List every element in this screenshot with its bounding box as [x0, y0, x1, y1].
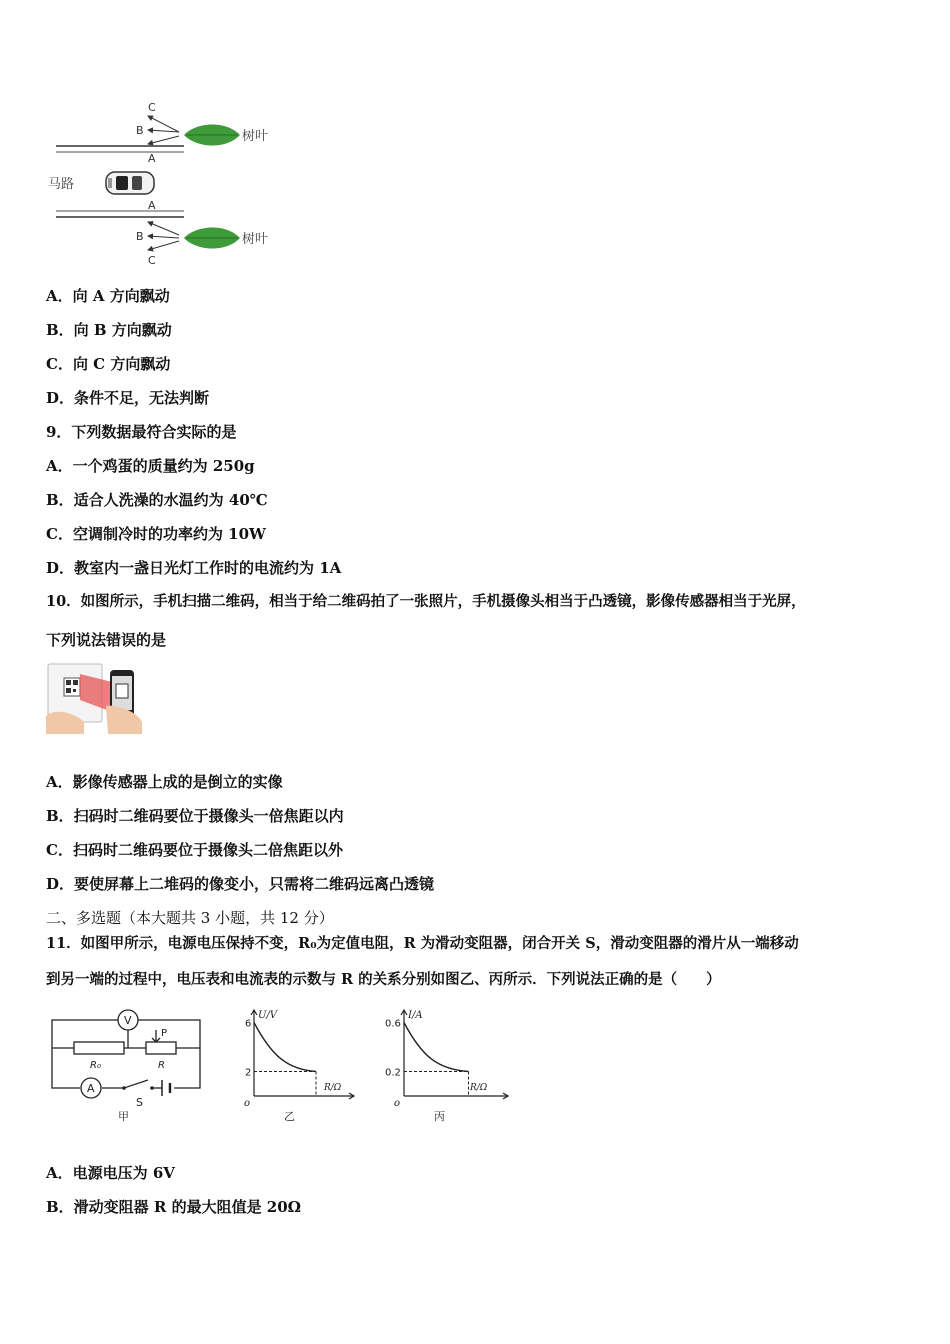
- switch-label: S: [136, 1096, 143, 1109]
- r-label: R: [158, 1060, 165, 1071]
- data-curve: [254, 1022, 316, 1071]
- qr-scan-photo: [44, 660, 144, 734]
- q9-option-b: B．适合人洗澡的水温约为 40℃: [46, 491, 268, 509]
- q10-option-c: C．扫码时二维码要位于摄像头二倍焦距以外: [46, 841, 343, 859]
- voltmeter-label: V: [124, 1014, 132, 1027]
- point-a-top: A: [148, 152, 156, 165]
- leaf-label-top: 树叶: [242, 129, 269, 144]
- car-icon: [106, 172, 154, 194]
- x-axis-label: R/Ω: [324, 1083, 342, 1093]
- leaf-icon: [184, 227, 240, 248]
- circuit-diagram: [44, 1006, 214, 1124]
- y-tick-label: 2: [245, 1067, 252, 1079]
- q10-stem-line2: 下列说法错误的是: [46, 631, 167, 649]
- q11-option-b: B．滑动变阻器 R 的最大阻值是 20Ω: [46, 1198, 302, 1216]
- q11-stem-line1: 11．如图甲所示，电源电压保持不变，R₀为定值电阻，R 为滑动变阻器，闭合开关 S，滑动变阻器的滑片从一端移动: [46, 935, 799, 952]
- section2-heading: 二、多选题（本大题共 3 小题，共 12 分）: [46, 909, 334, 927]
- y-tick-label: 0.6: [385, 1018, 401, 1030]
- leaf-icon: [184, 124, 240, 145]
- q8-option-a: A．向 A 方向飘动: [46, 287, 170, 305]
- y-tick-label: 6: [245, 1018, 252, 1030]
- q10-option-d: D．要使屏幕上二堆码的像变小，只需将二维码远离凸透镜: [46, 875, 435, 893]
- q9-option-a: A．一个鸡蛋的质量约为 250g: [46, 457, 255, 475]
- ammeter-label: A: [87, 1082, 95, 1095]
- road-leaf-figure: [44, 98, 284, 268]
- point-c-top: C: [148, 101, 156, 114]
- road-label: 马路: [48, 177, 75, 192]
- x-axis-label: R/Ω: [470, 1083, 488, 1093]
- point-a-bottom: A: [148, 199, 156, 212]
- data-curve: [404, 1022, 468, 1071]
- resistor-r: [146, 1042, 176, 1054]
- q10-stem-line1: 10．如图所示，手机扫描二维码，相当于给二维码拍了一张照片，手机摄像头相当于凸透镜，影像传感器相当于光屏，: [46, 593, 806, 610]
- y-tick-label: 0.2: [385, 1067, 401, 1079]
- graph-caption: 乙: [284, 1110, 295, 1123]
- q11-stem-line2: 到另一端的过程中，电压表和电流表的示数与 R 的关系分别如图乙、丙所示．下列说法正确的是（ ）: [46, 971, 721, 988]
- circuit-caption: 甲: [118, 1110, 129, 1123]
- origin-label: o: [244, 1098, 251, 1109]
- q8-option-b: B．向 B 方向飘动: [46, 321, 172, 339]
- q9-stem: 9．下列数据最符合实际的是: [46, 423, 237, 441]
- q9-option-c: C．空调制冷时的功率约为 10W: [46, 525, 266, 543]
- graph-current: [378, 1004, 518, 1126]
- y-axis-label: I/A: [408, 1010, 423, 1021]
- r0-label: R₀: [90, 1060, 101, 1071]
- point-c-bottom: C: [148, 254, 156, 267]
- q8-option-d: D．条件不足，无法判断: [46, 389, 210, 407]
- q11-option-a: A．电源电压为 6V: [46, 1164, 175, 1182]
- q8-option-c: C．向 C 方向飘动: [46, 355, 171, 373]
- point-b-bottom: B: [136, 230, 144, 243]
- point-b-top: B: [136, 124, 144, 137]
- resistor-r0: [74, 1042, 124, 1054]
- slider-label: P: [161, 1028, 168, 1039]
- graph-voltage: [236, 1004, 366, 1126]
- y-axis-label: U/V: [258, 1010, 278, 1021]
- q9-option-d: D．教室内一盏日光灯工作时的电流约为 1A: [46, 559, 342, 577]
- graph-caption: 丙: [434, 1110, 445, 1123]
- origin-label: o: [394, 1098, 401, 1109]
- q10-option-a: A．影像传感器上成的是倒立的实像: [46, 773, 283, 791]
- leaf-label-bottom: 树叶: [242, 232, 269, 247]
- q10-option-b: B．扫码时二维码要位于摄像头一倍焦距以内: [46, 807, 344, 825]
